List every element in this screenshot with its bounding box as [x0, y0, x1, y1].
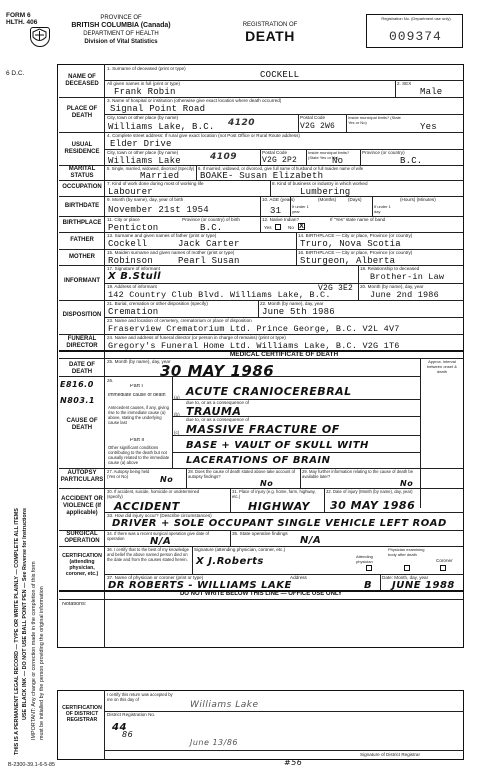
- line: [296, 232, 297, 249]
- operative-findings-value[interactable]: N/A: [300, 535, 322, 546]
- registration-number: 009374: [389, 29, 442, 44]
- line: [360, 149, 361, 165]
- section-certification: CERTIFICATION (attending physician, coroner, etc.): [62, 553, 102, 577]
- cause-code-2: N803.1: [60, 396, 95, 405]
- line: [270, 180, 271, 196]
- line: [380, 574, 381, 590]
- occupation-value[interactable]: Labourer: [108, 187, 153, 197]
- injury-date-value[interactable]: 30 MAY 1986: [330, 499, 416, 512]
- f4-label: 4. Complete street address: If rural give exact location (not Post Office or Rural Route address): [107, 133, 300, 138]
- father-given-value[interactable]: Jack Carter: [178, 239, 240, 249]
- registrar-place-value[interactable]: Williams Lake: [190, 700, 259, 710]
- f27-label: 27. Autopsy being held (Yes or No): [107, 469, 150, 479]
- cert-date-value[interactable]: JUNE 1988: [392, 580, 455, 591]
- f15-label: 15. Maiden surname and given names of mother (print or type): [107, 250, 235, 255]
- physician-examining-label: Physician examining body after death: [388, 547, 425, 557]
- notations-label: Notations:: [62, 602, 87, 607]
- section-informant: INFORMANT: [64, 278, 100, 284]
- line: [306, 149, 307, 165]
- death-postal-value[interactable]: V2G 2W6: [300, 122, 336, 131]
- informant-signature[interactable]: X B.Stull: [108, 271, 162, 282]
- line: [296, 249, 297, 265]
- spouse-value[interactable]: BOAKE- Susan Elizabeth: [200, 171, 324, 181]
- section-disposition: DISPOSITION: [62, 312, 102, 318]
- residence-city-value[interactable]: Williams Lake: [108, 156, 181, 166]
- section-funeral: FUNERAL DIRECTOR: [66, 336, 98, 349]
- f30-label: 30. If accident, suicide, homicide or undetermined (specify): [107, 489, 200, 499]
- informant-address-value[interactable]: 142 Country Club Blvd. Williams Lake, B.C.: [108, 290, 331, 300]
- part1-label: Part I: [130, 384, 143, 389]
- form-title: DEATH: [245, 28, 295, 44]
- line: [300, 468, 301, 488]
- side-text-line2: USE BLACK INK — DO NOT USE BALL POINT PEN — See Reverse for Instructions: [22, 508, 28, 720]
- department: DEPARTMENT OF HEALTH: [83, 31, 159, 37]
- cause-c-value[interactable]: MASSIVE FRACTURE OF: [186, 423, 340, 436]
- disposition-date-value[interactable]: June 5th 1986: [262, 307, 335, 317]
- registrar-date-value[interactable]: June 13/86: [190, 738, 239, 747]
- f25-label: 25. Month (by name), day, year: [107, 359, 171, 364]
- other-condition-1[interactable]: BASE + VAULT OF SKULL WITH: [186, 440, 369, 451]
- informant-date-value[interactable]: June 2nd 1986: [370, 290, 439, 300]
- section-deceased: NAME OF DECEASED: [65, 74, 99, 87]
- residence-postal-value[interactable]: V2G 2P2: [262, 156, 298, 165]
- f1-label: 1. Surname of deceased (print or type): [107, 66, 186, 71]
- title-small: REGISTRATION OF: [242, 22, 298, 28]
- f12-label: 12. Native Indian?: [262, 217, 300, 222]
- coroner-label: Coroner: [436, 558, 453, 563]
- f10-label: 10. AGE (years): [262, 197, 295, 202]
- cert-address-label: Address: [290, 575, 307, 580]
- due-b-label: (b): [174, 412, 180, 417]
- section-marital: MARITAL STATUS: [68, 166, 96, 179]
- form-no: FORM 6: [6, 12, 31, 19]
- district-number[interactable]: 44: [112, 722, 127, 733]
- age-value[interactable]: 31: [270, 206, 282, 216]
- reg-no-label: Registration No. (Department use only): [381, 16, 451, 21]
- autopsy-findings-value[interactable]: No: [260, 479, 274, 488]
- birthplace-province-label: Province (or country) of birth: [182, 217, 240, 222]
- f28-label: 28. Does the cause of death stated above take account of autopsy findings?: [188, 469, 296, 479]
- residence-city-label: City, town or other place (by name): [107, 150, 179, 155]
- death-city-value[interactable]: Williams Lake, B.C.: [108, 122, 215, 132]
- sex-label: 2. SEX: [397, 81, 412, 86]
- f14-label: 14. BIRTHPLACE — City or place, Province (or country): [298, 233, 413, 238]
- mother-birthplace-value[interactable]: Sturgeon, Alberta: [300, 256, 396, 266]
- father-birthplace-value[interactable]: Truro, Nova Scotia: [300, 239, 401, 249]
- line: [420, 358, 421, 508]
- province-of: PROVINCE OF: [100, 15, 142, 21]
- other-conditions-label: Other significant conditions contributing to the death but not causally related to the immediate cause (a) above: [108, 445, 170, 465]
- f13-label: 13. Surname and given names of father (print or type): [107, 233, 217, 238]
- relationship-value[interactable]: Brother-in Law: [370, 272, 445, 282]
- line: [260, 196, 261, 216]
- line: [196, 165, 197, 180]
- verify-label: I certify this return was accepted by me on this day of: [107, 692, 173, 702]
- f22-label: 22. Month (by name), day, year: [260, 301, 324, 306]
- birthplace-province-value[interactable]: B.C.: [200, 223, 223, 233]
- attending-checkbox[interactable]: [366, 565, 372, 571]
- death-municipal-label: Inside municipal limits? (State Yes or No): [348, 115, 401, 125]
- marital-status-value[interactable]: Married: [140, 171, 180, 181]
- cert-signature-label: Signature (attending physician, coroner, etc.): [194, 547, 286, 552]
- surgery-date-value[interactable]: N/A: [150, 536, 172, 547]
- section-place-of-death: PLACE OF DEATH: [66, 106, 98, 119]
- f33-label: 33. How did injury occur? (Describe circumstances): [107, 513, 212, 518]
- line: [104, 750, 464, 751]
- district-sub[interactable]: 86: [122, 730, 134, 739]
- cert-date-label: Date: Month, day, year: [382, 575, 429, 580]
- residence-province-label: Province (or country): [362, 150, 405, 155]
- father-surname-value[interactable]: Cockell: [108, 239, 148, 249]
- industry-value[interactable]: Lumbering: [300, 187, 351, 197]
- mother-surname-value[interactable]: Robinson: [108, 256, 153, 266]
- death-city-label: City, town or other place (by name): [107, 115, 179, 120]
- cause-code-1: E816.0: [60, 380, 94, 389]
- native-no-label: No: [288, 225, 294, 230]
- given-label: All given names in full (print or type): [107, 81, 181, 86]
- line: [346, 114, 347, 132]
- side-text-line3: IMPORTANT: Any change or correction made in the completion of this form: [31, 561, 37, 740]
- registrar-sig-label: Signature of District Registrar: [360, 752, 420, 757]
- cause-b-value[interactable]: TRAUMA: [186, 405, 242, 418]
- line: [324, 488, 325, 512]
- section-registrar: CERTIFICATION OF DISTRICT REGISTRAR: [62, 705, 102, 723]
- residence-code-note: 4109: [210, 152, 238, 162]
- injury-place-value[interactable]: HIGHWAY: [248, 500, 310, 513]
- physician-checkbox[interactable]: [404, 565, 410, 571]
- line: [172, 376, 173, 468]
- section-residence: USUAL RESIDENCE: [64, 142, 100, 155]
- attending-label: Attending physician: [356, 554, 373, 564]
- other-condition-2[interactable]: LACERATIONS OF BRAIN: [186, 455, 331, 466]
- f32-label: 32. Date of injury (Month (by name), day, year): [326, 489, 413, 494]
- native-yes-label: Yes: [264, 225, 272, 230]
- interval-label: Approx. interval between onset & death: [427, 359, 457, 374]
- line: [104, 711, 464, 712]
- footer-form-code: B-2300-39.1-6-5-85: [8, 762, 56, 768]
- f21-label: 21. Burial, cremation or other disposition (specify): [107, 301, 208, 306]
- line: [59, 376, 420, 377]
- due-c-label: (c): [174, 430, 180, 435]
- native-yes-checkbox[interactable]: [275, 224, 281, 230]
- death-postal-label: Postal Code: [300, 115, 326, 120]
- f5-label: 5. Single, married, widowed, divorced (Specify): [107, 166, 195, 171]
- line: [372, 196, 373, 216]
- informant-postal-value[interactable]: V2G 3E2: [318, 284, 354, 293]
- section-autopsy: AUTOPSY PARTICULARS: [60, 470, 104, 483]
- hours-label: (Hours) (Minutes): [400, 197, 436, 202]
- line: [260, 149, 261, 165]
- form-code: HLTH. 406: [6, 19, 38, 26]
- section-cause-of-death: CAUSE OF DEATH: [66, 418, 98, 431]
- line: [258, 300, 259, 317]
- line: [290, 196, 291, 216]
- sex-value[interactable]: Male: [420, 87, 443, 97]
- residence-street-value[interactable]: Elder Drive: [110, 139, 172, 149]
- months-label: (Months): [318, 197, 337, 202]
- coat-of-arms-icon: [30, 27, 50, 47]
- office-banner: DO NOT WRITE BELOW THIS LINE — OFFICE USE ONLY: [179, 591, 343, 597]
- f24-label: 24. Name and address of funeral director (or person in charge of remains) (print or type): [107, 335, 286, 340]
- f31-label: 31. Place of injury (e.g. home, farm, highway, etc.): [232, 489, 316, 499]
- death-code-note: 4120: [228, 118, 256, 128]
- autopsy-held-value[interactable]: No: [160, 475, 174, 484]
- f26-label: 26.: [107, 378, 114, 383]
- section-surgical: SURGICAL OPERATION: [64, 531, 100, 544]
- antecedent-label: Antecedent causes, if any, giving rise to the immediate cause (a) above, stating the underlying cause last: [108, 405, 169, 425]
- f34-label: 34. If there was a recent surgical operation give date of operation: [107, 531, 209, 541]
- f23-label: 23. Name and location of cemetery, crematorium or place of disposition: [107, 318, 252, 323]
- native-no-checkbox[interactable]: X: [299, 223, 304, 230]
- district-label: District Registration No.: [107, 712, 156, 717]
- surname-value[interactable]: COCKELL: [260, 70, 300, 80]
- line: [186, 468, 187, 488]
- birthdate-value[interactable]: November 21st 1954: [108, 205, 209, 215]
- cause-a-value[interactable]: ACUTE CRANIOCEREBRAL: [186, 385, 352, 398]
- footer-page-no: #56: [284, 758, 303, 767]
- title-block: [220, 22, 320, 44]
- division: Division of Vital Statistics: [84, 39, 158, 45]
- line: [260, 216, 261, 232]
- section-father: FATHER: [70, 237, 94, 243]
- line: [298, 114, 299, 132]
- form-number: [6, 12, 37, 26]
- f37-label: 37. Name of physician or coroner (print or type): [107, 575, 204, 580]
- row-line: [59, 599, 463, 600]
- f29-label: 29. May further information relating to the cause of death be available later?: [302, 469, 414, 479]
- side-text-line1: THIS IS A PERMANENT LEGAL RECORD — TYPE OR WRITE PLAINLY — COMPLETE ALL ITEMS: [14, 508, 20, 755]
- given-names-value[interactable]: Frank Robin: [114, 87, 176, 97]
- death-municipal-value[interactable]: Yes: [420, 122, 437, 132]
- f7-label: 7. Kind of work done during most of working life: [107, 181, 204, 186]
- f20-label: 20. Month (by name), day, year: [360, 284, 424, 289]
- coroner-checkbox[interactable]: [440, 565, 446, 571]
- funeral-director-value[interactable]: Gregory's Funeral Home Ltd. Williams Lake, B.C. V2G 1T6: [108, 341, 400, 351]
- margin-code: 6 D.C.: [6, 70, 25, 77]
- section-date-of-death: DATE OF DEATH: [69, 362, 95, 375]
- f6-label: 6. If married, widowed, or divorced, give full name of husband or full maiden name of wife: [198, 166, 364, 171]
- cert-province-value[interactable]: B: [364, 580, 373, 591]
- injury-how-value[interactable]: DRIVER + SOLE OCCUPANT SINGLE VEHICLE LEFT ROAD: [112, 518, 447, 529]
- f17-label: 17. Signature of informant: [107, 266, 160, 271]
- f18-label: 18. Relationship to deceased: [360, 266, 420, 271]
- accident-kind-value[interactable]: ACCIDENT: [114, 500, 180, 513]
- section-birthplace: BIRTHPLACE: [62, 220, 102, 226]
- medical-banner: MEDICAL CERTIFICATE OF DEATH: [229, 351, 339, 358]
- physician-name-value[interactable]: DR ROBERTS - WILLIAMS LAKE: [108, 580, 292, 591]
- province-block: [56, 14, 186, 46]
- line: [395, 80, 396, 97]
- f19-label: 19. Address of informant: [107, 284, 157, 289]
- under-1-day-label: If under 1 day: [374, 204, 391, 214]
- registration-number-box: [366, 14, 463, 48]
- side-text-line4: must be initialled by the person providing the original information: [39, 586, 45, 740]
- line: [172, 452, 420, 453]
- f3-label: 3. Name of hospital or institution (otherwise give exact location where death occurred): [107, 98, 282, 103]
- f11-label: 11. City or place: [107, 217, 140, 222]
- under-1-year-label: If under 1 year: [292, 204, 309, 214]
- line: [192, 546, 193, 574]
- section-mother: MOTHER: [69, 254, 95, 260]
- due-b-note: due to, or as a consequence of: [186, 417, 250, 422]
- line: [230, 530, 231, 546]
- disposition-method-value[interactable]: Cremation: [108, 307, 159, 317]
- further-info-value[interactable]: No: [400, 479, 414, 488]
- section-accident: ACCIDENT OR VIOLENCE (If applicable): [61, 496, 103, 516]
- part2-label: Part II: [130, 438, 145, 443]
- line: [230, 488, 231, 512]
- due-a-note: due to, or as a consequence of: [186, 400, 250, 405]
- due-a-label: (a): [174, 395, 180, 400]
- line: [172, 435, 420, 436]
- days-label: (Days): [348, 197, 362, 202]
- band-label: If "Yes" state name of band: [330, 217, 386, 222]
- f35-label: 35. State operative findings: [232, 531, 288, 536]
- residence-province-value[interactable]: B.C.: [400, 156, 423, 166]
- f16-label: 16. BIRTHPLACE — City or place, Province (or country): [298, 250, 413, 255]
- cert-signature[interactable]: X J.Roberts: [196, 556, 264, 567]
- disposition-place-value[interactable]: Fraserview Crematorium Ltd. Prince George, B.C. V2L 4V7: [108, 324, 400, 334]
- residence-municipal-value[interactable]: No: [332, 156, 344, 166]
- residence-postal-label: Postal Code: [262, 150, 288, 155]
- death-location-value[interactable]: Signal Point Road: [110, 104, 206, 114]
- birthplace-city-value[interactable]: Penticton: [108, 223, 159, 233]
- residence-municipal-label: Inside municipal limits? (State Yes or No): [308, 150, 350, 160]
- immediate-label: Immediate cause of death: [108, 393, 166, 398]
- date-of-death-value[interactable]: 30 MAY 1986: [160, 362, 275, 380]
- f8-label: 8. Kind of business or industry in which worked: [272, 181, 368, 186]
- f36-label: 36. I certify that to the best of my knowledge and belief the above named person died on the date and from the causes stated herein.: [107, 547, 189, 562]
- section-birthdate: BIRTHDATE: [64, 203, 100, 209]
- f9-label: 9. Month (by name), day, year of birth: [107, 197, 184, 202]
- mother-given-value[interactable]: Pearl Susan: [178, 256, 240, 266]
- section-occupation: OCCUPATION: [62, 184, 102, 190]
- province-name: BRITISH COLUMBIA (Canada): [71, 22, 171, 29]
